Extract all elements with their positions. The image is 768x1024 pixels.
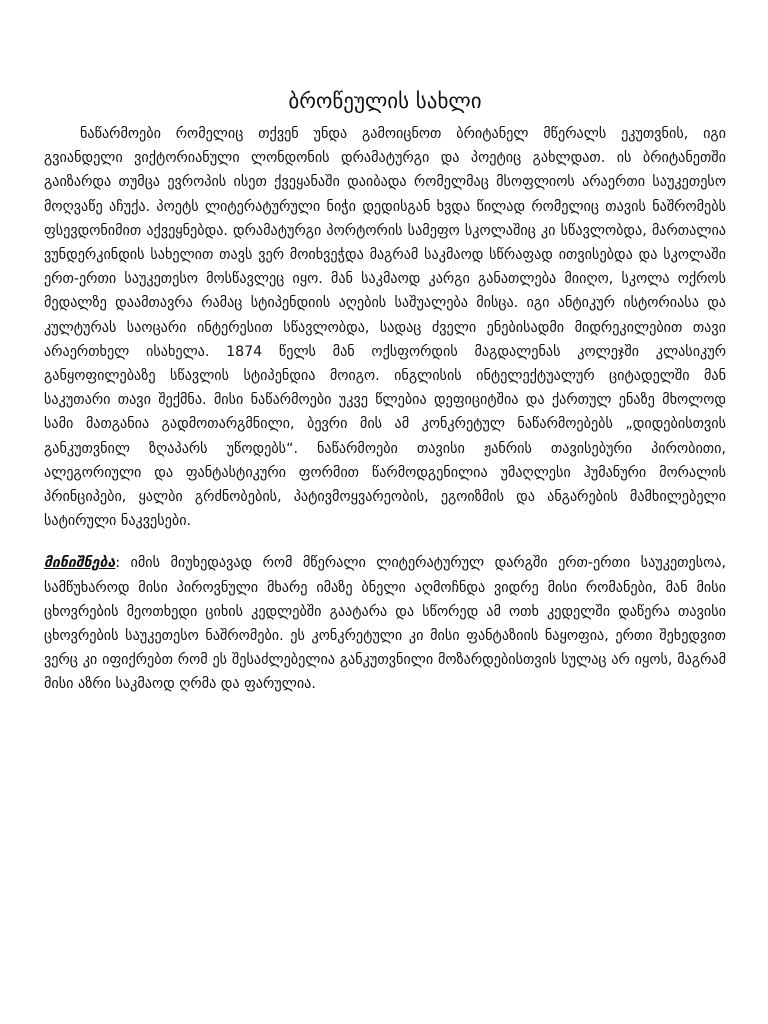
document-title: ბროწეულის სახლი [288, 89, 482, 113]
hint-label: მინიშნება [44, 555, 116, 572]
hint-paragraph [44, 551, 726, 696]
hint-text: : იმის მიუხედავად რომ მწერალი ლიტერატურულ დარგში ერთ-ერთი საუკეთესოა, სამწუხაროდ მისი პიროვნული მხარე იმაზე ბნელი აღმოჩნდა ვიდრე მისი რომანები, მან მისი ცხოვრების მეოთხედი ციხის კედლებში გაატარა და სწორედ ამ ოთხ კედელში დაწერა თავისი ცხოვრების საუკეთესო ნაშრომები. ეს კონკრეტული კი მისი ფანტაზიის ნაყოფია, ერთი შეხედვით ვერც კი იფიქრებთ რომ ეს შესაძლებელია განკუთვნილი მოზარდებისთვის სულაც არ იყოს, მაგრამ მისი აზრი საკმაოდ ღრმა და ფარულია. [44, 555, 726, 693]
document-page [44, 86, 726, 697]
body-paragraph: ნაწარმოები რომელიც თქვენ უნდა გამოიცნოთ ბრიტანელ მწერალს ეკუთვნის, იგი გვიანდელი ვიქტორიანული ლონდონის დრამატურგი და პოეტიც გახლდათ. ის ბრიტანეთში გაიზარდა თუმცა ევროპის ისეთ ქვეყანაში დაიბადა რომელმაც მსოფლიოს არაერთი საუკეთესო მოღვაწე აჩუქა. პოეტს ლიტერატურული ნიჭი დედისგან ხვდა წილად რომელიც თავის ნაშრომებს ფსევდონიმით აქვეყნებდა. დრამატურგი პორტორის სამეფო სკოლაშიც კი სწავლობდა, მართალია ვუნდერკინდის სახელით თავს ვერ მოიხვეჭდა მაგრამ საკმაოდ სწრაფად ითვისებდა და სკოლაში ერთ-ერთი საუკეთესო მოსწავლეც იყო. მან საკმაოდ კარგი განათლება მიიღო, სკოლა ოქროს მედალზე დაამთავრა რამაც სტიპენდიის აღების საშუალება მისცა. იგი ანტიკურ ისტორიასა და კულტურას საოცარი ინტერესით სწავლობდა, სადაც ძველი ენებისადმი მიდრეკილებით თავი არაერთხელ ისახელა. 1874 წელს მან ოქსფორდის მაგდალენას კოლეჯში კლასიკურ განყოფილებაზე სწავლის სტიპენდია მოიგო. ინგლისის ინტელექტუალურ ციტადელში მან საკუთარი თავი შექმნა. მისი ნაწარმოები უკვე წლებია დეფიციტშია და ქართულ ენაზე მხოლოდ სამი მათგანია გადმოთარგმნილი, ბევრი მის ამ კონკრეტულ ნაწარმოებებს „დიდებისთვის განკუთვნილ ზღაპარს უწოდებს“. ნაწარმოები თავისი ჟანრის თავისებური პირობითი, ალეგორიული და ფანტასტიკური ფორმით წარმოდგენილია უმაღლესი ჰუმანური მორალის პრინციპები, ყალბი გრძნობების, პატივმოყვარეობის, ეგოიზმის და ანგარების მამხილებელი სატირული ნაკვესები. [44, 126, 726, 530]
